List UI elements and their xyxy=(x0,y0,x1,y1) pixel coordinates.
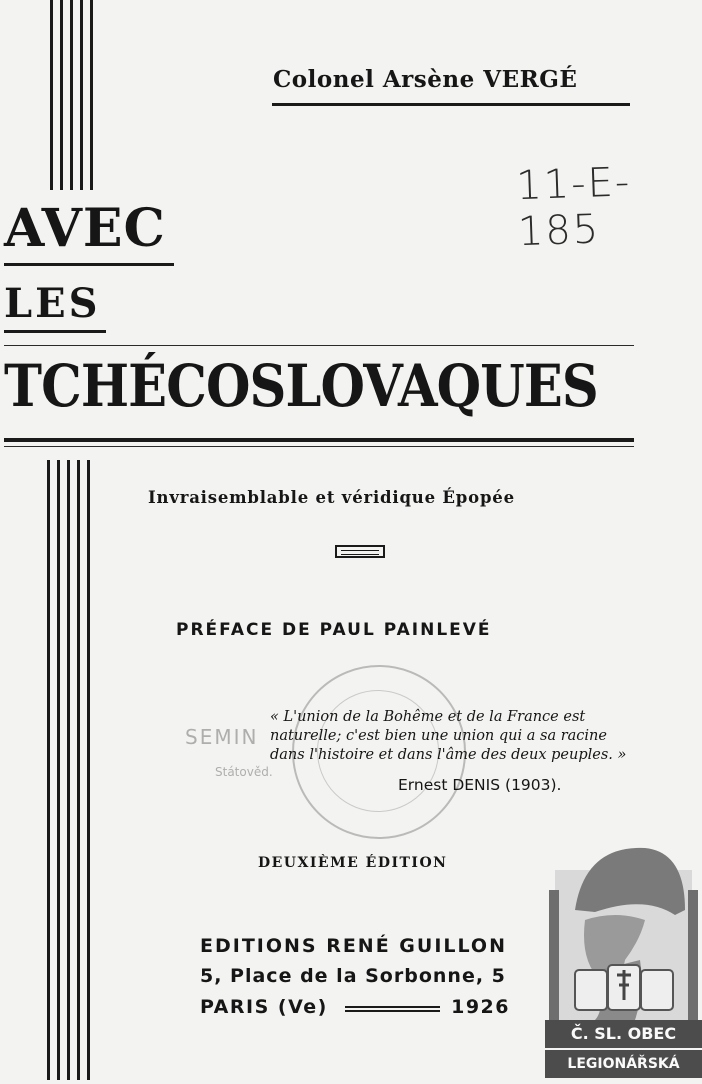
library-stamp-text: SEMIN xyxy=(185,725,259,749)
legion-association-logo xyxy=(545,840,702,1080)
subtitle: Invraisemblable et véridique Épopée xyxy=(148,488,515,507)
decorative-bar-bottom-1 xyxy=(47,460,50,1080)
publisher-name: EDITIONS RENÉ GUILLON xyxy=(200,935,507,957)
rule-below-title xyxy=(4,438,634,442)
decorative-bar-bottom-2 xyxy=(57,460,60,1080)
title-line-2: LES xyxy=(4,280,101,327)
title-line-3: TCHÉCOSLOVAQUES xyxy=(4,352,598,420)
quote-attribution-name: Ernest DENIS xyxy=(398,776,501,794)
ornament-divider xyxy=(335,545,385,558)
author-name: Colonel Arsène VERGÉ xyxy=(273,66,578,93)
decorative-bar-top-2 xyxy=(60,0,63,190)
rule-below-title-thin xyxy=(4,446,634,447)
preface-credit: PRÉFACE DE PAUL PAINLEVÉ xyxy=(176,620,492,640)
decorative-bar-top-1 xyxy=(50,0,53,190)
title-line-1: AVEC xyxy=(4,198,166,259)
quote-attribution xyxy=(398,776,561,794)
decorative-bar-top-3 xyxy=(70,0,73,190)
quote-attribution-year: (1903). xyxy=(505,776,562,794)
double-dash-divider xyxy=(345,1006,440,1012)
quote-line-3: dans l'histoire et dans l'âme des deux peuples. » xyxy=(270,747,627,763)
title-line-1-underline xyxy=(4,263,174,266)
logo-text-line-1: Č. SL. OBEC xyxy=(545,1020,702,1048)
logo-text-line-2: LEGIONÁŘSKÁ xyxy=(545,1050,702,1078)
title-line-2-underline xyxy=(4,330,106,333)
publisher-city-year xyxy=(200,996,510,1018)
rule-above-title xyxy=(4,345,634,346)
handwritten-catalog-number: 11-E-185 xyxy=(515,159,633,256)
decorative-bar-bottom-5 xyxy=(87,460,90,1080)
library-stamp-text-2: Státověd. xyxy=(215,765,273,779)
author-underline xyxy=(272,103,630,106)
publisher-address: 5, Place de la Sorbonne, 5 xyxy=(200,965,506,987)
edition-label: DEUXIÈME ÉDITION xyxy=(258,855,448,871)
decorative-bar-top-4 xyxy=(80,0,83,190)
decorative-bar-bottom-3 xyxy=(67,460,70,1080)
publication-year: 1926 xyxy=(451,996,510,1018)
quote-line-1: « L'union de la Bohême et de la France est xyxy=(270,709,586,725)
quote-line-2: naturelle; c'est bien une union qui a sa racine xyxy=(270,728,607,744)
decorative-bar-bottom-4 xyxy=(77,460,80,1080)
epigraph-quote xyxy=(270,708,630,765)
decorative-bar-top-5 xyxy=(90,0,93,190)
publisher-city: PARIS (Ve) xyxy=(200,996,328,1018)
